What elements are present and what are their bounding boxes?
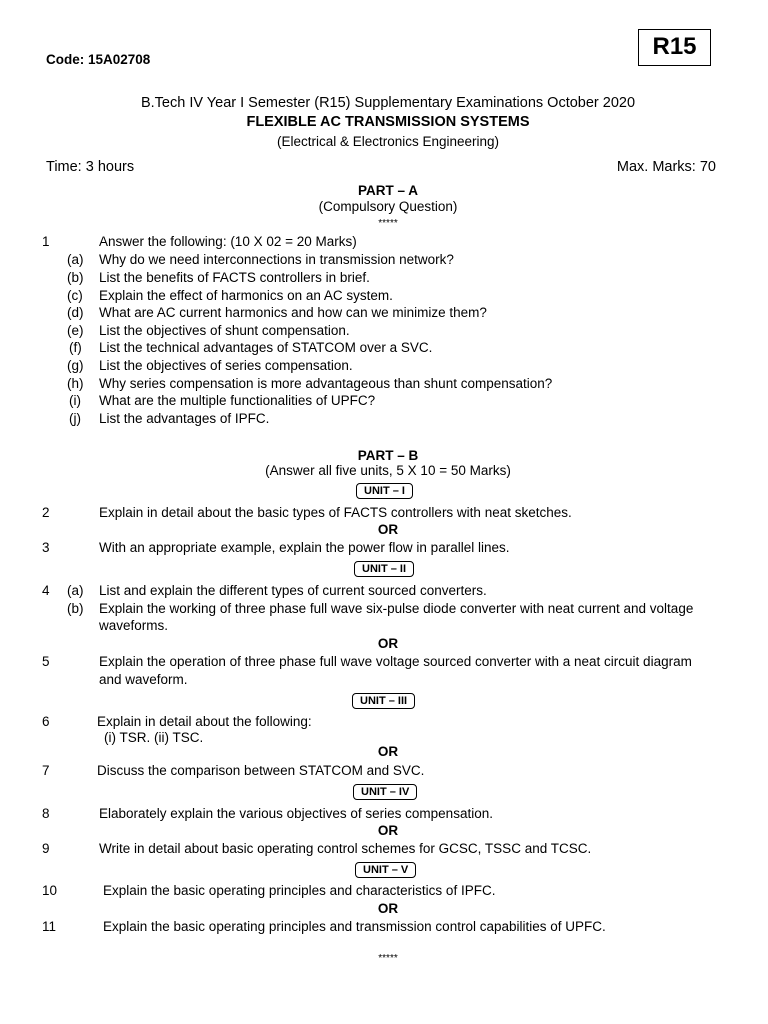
question-text: Explain the basic operating principles and characteristics of IPFC. — [103, 883, 496, 898]
or-separator: OR — [377, 823, 399, 838]
item-text: What are AC current harmonics and how can we minimize them? — [99, 305, 487, 320]
or-separator: OR — [377, 744, 399, 759]
unit-2-heading: UNIT – II — [354, 561, 414, 577]
question-text: Discuss the comparison between STATCOM and SVC. — [97, 763, 425, 778]
item-label: (a) — [67, 583, 84, 598]
item-label: (h) — [67, 376, 84, 391]
item-label: (d) — [67, 305, 84, 320]
part-a-stars: ***** — [378, 218, 398, 229]
part-a-subtitle: (Compulsory Question) — [318, 199, 458, 214]
subject-title: FLEXIBLE AC TRANSMISSION SYSTEMS — [246, 114, 530, 130]
item-text: List the technical advantages of STATCOM over a SVC. — [99, 340, 433, 355]
question-text-continued: waveforms. — [99, 618, 169, 633]
item-text: List the advantages of IPFC. — [99, 411, 270, 426]
question-number: 11 — [42, 919, 57, 934]
question-text: Write in detail about basic operating control schemes for GCSC, TSSC and TCSC. — [99, 841, 592, 856]
branch-name: (Electrical & Electronics Engineering) — [276, 134, 500, 149]
question-text: With an appropriate example, explain the power flow in parallel lines. — [99, 540, 510, 555]
question-text: Explain the operation of three phase full wave voltage sourced converter with a neat circuit diagram — [99, 654, 692, 669]
or-separator: OR — [377, 901, 399, 916]
or-separator: OR — [377, 522, 399, 537]
end-stars: ***** — [378, 953, 398, 964]
question-number: 1 — [42, 234, 50, 249]
item-label: (j) — [69, 411, 81, 426]
item-label: (c) — [67, 288, 83, 303]
item-text: Why series compensation is more advantageous than shunt compensation? — [99, 376, 553, 391]
or-separator: OR — [377, 636, 399, 651]
item-label: (b) — [67, 601, 84, 616]
item-label: (e) — [67, 323, 84, 338]
part-a-title: PART – A — [357, 183, 418, 198]
question-number: 9 — [42, 841, 50, 856]
question-text-continued: (i) TSR. (ii) TSC. — [104, 730, 204, 745]
question-text: Explain in detail about the following: — [97, 714, 312, 729]
question-number: 5 — [42, 654, 50, 669]
question-number: 2 — [42, 505, 50, 520]
part-a-instruction: Answer the following: (10 X 02 = 20 Marks) — [99, 234, 357, 249]
item-label: (i) — [69, 393, 81, 408]
question-text: Explain in detail about the basic types of FACTS controllers with neat sketches. — [99, 505, 572, 520]
question-number: 8 — [42, 806, 50, 821]
unit-3-heading: UNIT – III — [352, 693, 415, 709]
item-text: List the benefits of FACTS controllers in brief. — [99, 270, 370, 285]
question-text: Explain the working of three phase full wave six-pulse diode converter with neat current and voltage — [99, 601, 694, 616]
unit-5-heading: UNIT – V — [355, 862, 416, 878]
item-label: (g) — [67, 358, 84, 373]
exam-duration: Time: 3 hours — [46, 159, 135, 175]
item-text: List the objectives of shunt compensation. — [99, 323, 350, 338]
question-text: List and explain the different types of current sourced converters. — [99, 583, 487, 598]
item-label: (f) — [69, 340, 82, 355]
question-text: Explain the basic operating principles and transmission control capabilities of UPFC. — [103, 919, 606, 934]
part-b-subtitle: (Answer all five units, 5 X 10 = 50 Marks) — [265, 463, 511, 478]
unit-4-heading: UNIT – IV — [353, 784, 417, 800]
item-text: Why do we need interconnections in transmission network? — [99, 252, 454, 267]
paper-code: Code: 15A02708 — [46, 52, 151, 67]
unit-1-heading: UNIT – I — [356, 483, 413, 499]
item-label: (b) — [67, 270, 84, 285]
question-number: 7 — [42, 763, 50, 778]
item-label: (a) — [67, 252, 84, 267]
item-text: List the objectives of series compensation. — [99, 358, 353, 373]
question-text-continued: and waveform. — [99, 672, 188, 687]
regulation-badge: R15 — [638, 29, 711, 66]
part-b-title: PART – B — [357, 448, 419, 463]
item-text: What are the multiple functionalities of UPFC? — [99, 393, 376, 408]
question-number: 4 — [42, 583, 50, 598]
question-number: 6 — [42, 714, 50, 729]
question-number: 3 — [42, 540, 50, 555]
item-text: Explain the effect of harmonics on an AC system. — [99, 288, 393, 303]
exam-title: B.Tech IV Year I Semester (R15) Supplementary Examinations October 2020 — [140, 95, 636, 111]
max-marks: Max. Marks: 70 — [616, 159, 716, 175]
question-text: Elaborately explain the various objectives of series compensation. — [99, 806, 493, 821]
question-number: 10 — [42, 883, 58, 898]
